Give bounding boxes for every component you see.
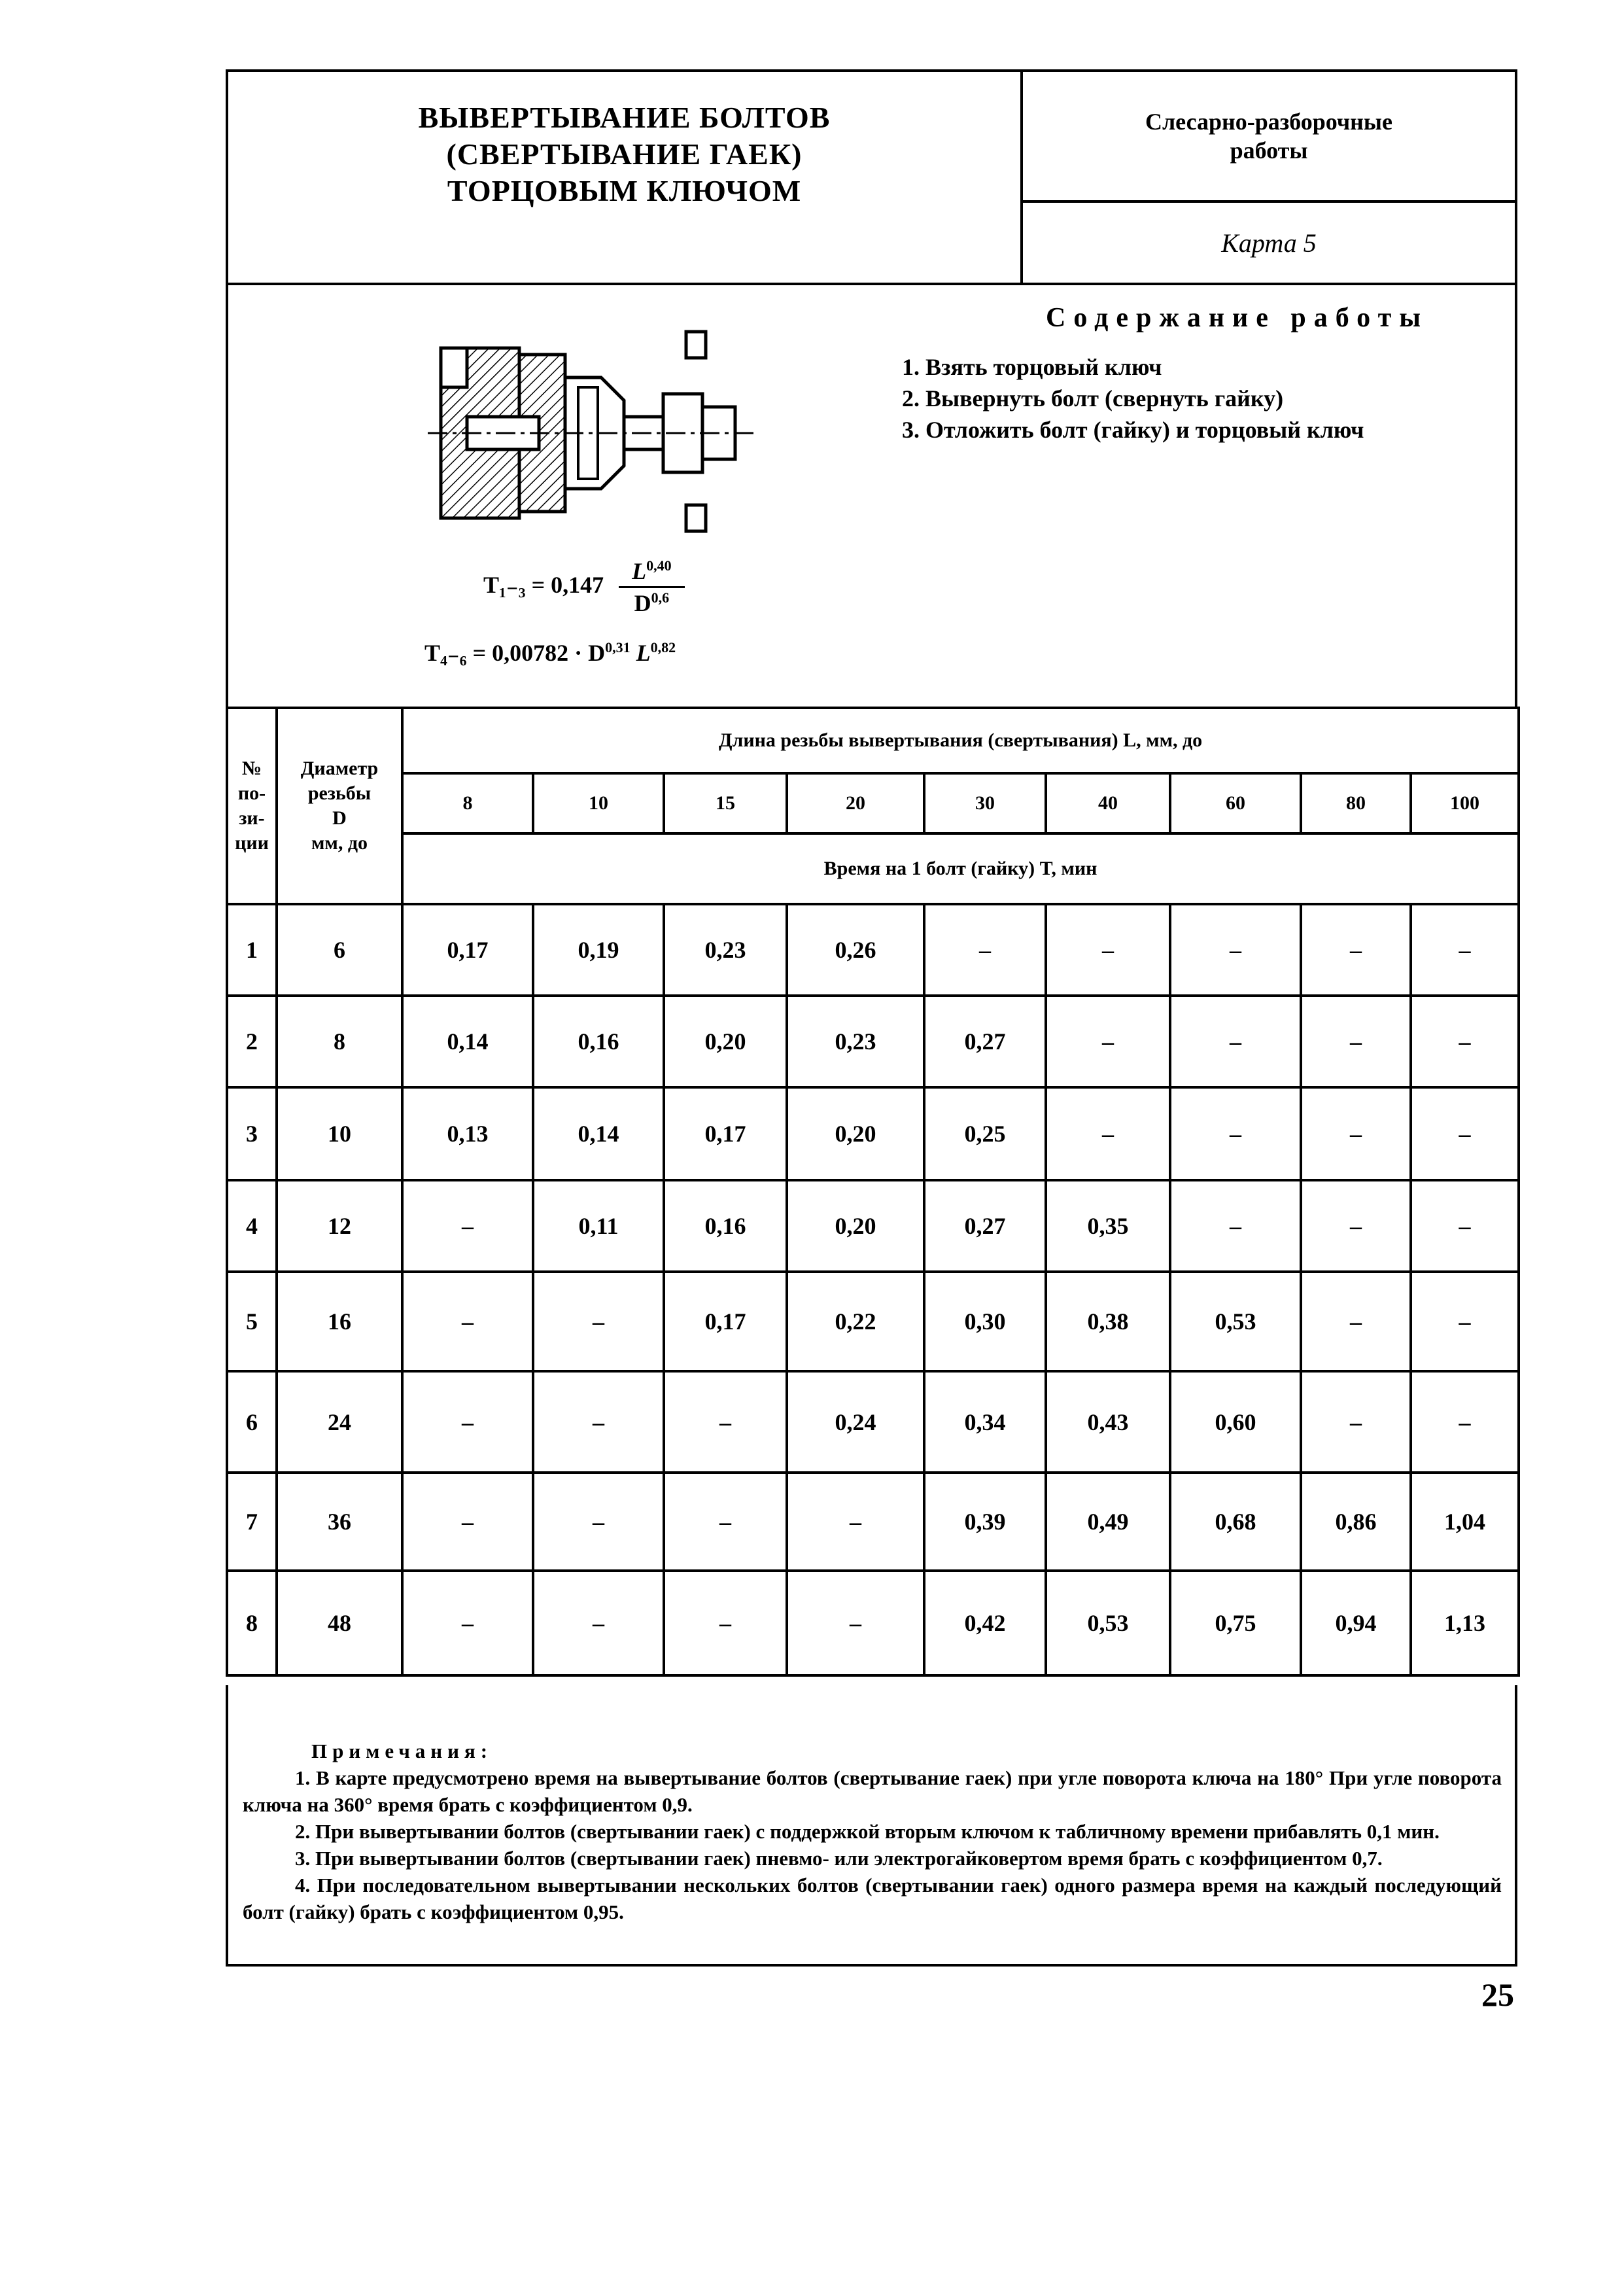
note-item: 4. При последовательном вывертывании нескольких болтов (свертывании гаек) одного размера время на каждый последующий болт (гайку) брать с коэффициентом 0,95. <box>243 1874 1502 1923</box>
formula-t1-3 <box>483 557 685 617</box>
table-cell: 0,94 <box>1301 1571 1411 1675</box>
length-value: 15 <box>664 773 787 833</box>
time-header: Время на 1 болт (гайку) T, мин <box>402 833 1519 904</box>
table-cell: – <box>1301 1180 1411 1272</box>
table-cell: – <box>664 1473 787 1571</box>
table-row <box>227 996 1519 1087</box>
table-cell: 0,53 <box>1170 1272 1301 1371</box>
table-cell: 0,86 <box>1301 1473 1411 1571</box>
table-cell: 0,16 <box>533 996 664 1087</box>
table-cell: 0,20 <box>787 1180 924 1272</box>
table-header-row <box>227 708 1519 773</box>
fraction-denominator: D$^{0,6}$ <box>634 589 670 616</box>
table-cell: – <box>1170 1180 1301 1272</box>
work-steps-list <box>902 351 1364 446</box>
page-title <box>419 99 831 209</box>
table-cell: – <box>533 1473 664 1571</box>
table-cell: – <box>664 1571 787 1675</box>
table-cell: – <box>1411 1371 1519 1473</box>
list-item: 2. Вывернуть болт (свернуть гайку) <box>902 385 1284 411</box>
section-line: Слесарно-разборочные <box>1145 109 1393 135</box>
table-cell: 0,23 <box>664 904 787 996</box>
length-value: 10 <box>533 773 664 833</box>
table-cell: – <box>533 1371 664 1473</box>
table-cell: 0,13 <box>402 1087 533 1180</box>
table-row <box>227 1272 1519 1371</box>
table-cell: 1,13 <box>1411 1571 1519 1675</box>
title-cell <box>228 72 1023 283</box>
table-cell: 0,39 <box>924 1473 1046 1571</box>
table-cell: 5 <box>227 1272 277 1371</box>
table-cell: – <box>1301 996 1411 1087</box>
notes-text <box>243 1738 1502 1925</box>
work-block <box>226 283 1517 708</box>
table-cell: 10 <box>277 1087 402 1180</box>
table-cell: – <box>533 1272 664 1371</box>
table-cell: 0,60 <box>1170 1371 1301 1473</box>
table-cell: – <box>1046 1087 1170 1180</box>
table-cell: 12 <box>277 1180 402 1272</box>
list-item: 3. Отложить болт (гайку) и торцовый ключ <box>902 417 1364 443</box>
table-cell: – <box>1411 1272 1519 1371</box>
table-cell: 2 <box>227 996 277 1087</box>
col-header-diameter: Диаметр резьбы D мм, до <box>277 708 402 904</box>
table-cell: – <box>402 1473 533 1571</box>
table-cell: 6 <box>227 1371 277 1473</box>
table-cell: 0,19 <box>533 904 664 996</box>
table-cell: 0,17 <box>664 1087 787 1180</box>
table-cell: – <box>1411 904 1519 996</box>
socket-wrench-diagram-icon <box>428 309 768 557</box>
table-cell: – <box>402 1180 533 1272</box>
table-cell: – <box>787 1473 924 1571</box>
length-value: 30 <box>924 773 1046 833</box>
table-cell: 0,17 <box>402 904 533 996</box>
table-cell: 16 <box>277 1272 402 1371</box>
table-cell: 6 <box>277 904 402 996</box>
length-value: 60 <box>1170 773 1301 833</box>
table-row <box>227 1371 1519 1473</box>
table-cell: 8 <box>227 1571 277 1675</box>
table-cell: 0,30 <box>924 1272 1046 1371</box>
table-cell: – <box>1170 1087 1301 1180</box>
length-value: 20 <box>787 773 924 833</box>
notes-block <box>226 1685 1517 1967</box>
table-cell: – <box>1411 1087 1519 1180</box>
length-value: 100 <box>1411 773 1519 833</box>
table-cell: – <box>1411 996 1519 1087</box>
table-cell: – <box>787 1571 924 1675</box>
table-cell: 0,26 <box>787 904 924 996</box>
formula-lhs: T₁₋₃ = 0,147 <box>483 571 604 598</box>
title-line: (СВЕРТЫВАНИЕ ГАЕК) <box>446 137 803 171</box>
length-header: Длина резьбы вывертывания (свертывания) L, мм, до <box>402 708 1519 773</box>
table-cell: 24 <box>277 1371 402 1473</box>
table-cell: – <box>1301 904 1411 996</box>
table-cell: 0,49 <box>1046 1473 1170 1571</box>
length-value: 80 <box>1301 773 1411 833</box>
table-cell: – <box>1170 996 1301 1087</box>
table-cell: 0,53 <box>1046 1571 1170 1675</box>
time-norms-table <box>226 707 1520 1677</box>
table-cell: – <box>924 904 1046 996</box>
table-row <box>227 904 1519 996</box>
table-cell: – <box>1170 904 1301 996</box>
table-cell: – <box>533 1571 664 1675</box>
table-cell: 0,16 <box>664 1180 787 1272</box>
table-cell: – <box>402 1272 533 1371</box>
table-cell: 0,27 <box>924 1180 1046 1272</box>
table-cell: 0,20 <box>787 1087 924 1180</box>
card-label: Карта 5 <box>1221 228 1317 258</box>
notes-title: Примечания: <box>311 1740 493 1762</box>
section-line: работы <box>1230 137 1308 164</box>
section-cell <box>1023 72 1515 203</box>
work-content-title: Содержание работы <box>1046 303 1429 333</box>
col-header-position: № по- зи- ции <box>227 708 277 904</box>
table-cell: 0,75 <box>1170 1571 1301 1675</box>
table-cell: 1,04 <box>1411 1473 1519 1571</box>
table-cell: 0,17 <box>664 1272 787 1371</box>
table-cell: – <box>1046 904 1170 996</box>
table-cell: 3 <box>227 1087 277 1180</box>
table-cell: – <box>1301 1371 1411 1473</box>
note-item: 3. При вывертывании болтов (свертывании гаек) пневмо- или электрогайковертом время брать с коэффициентом 0,7. <box>295 1847 1383 1870</box>
table-cell: – <box>1301 1087 1411 1180</box>
note-item: 1. В карте предусмотрено время на вывертывание болтов (свертывание гаек) при угле поворота ключа на 180° При угле поворота ключа на 360° время брать с коэффициентом 0,9. <box>243 1766 1502 1816</box>
table-cell: 0,24 <box>787 1371 924 1473</box>
formula-t4-6: T₄₋₆ = 0,00782 · D$^{0,31}$ L$^{0,82}$ <box>424 639 676 666</box>
table-row <box>227 1571 1519 1675</box>
length-values-row <box>227 773 1519 833</box>
length-value: 8 <box>402 773 533 833</box>
page-number: 25 <box>1481 1976 1514 2013</box>
length-value: 40 <box>1046 773 1170 833</box>
table-cell: – <box>402 1571 533 1675</box>
table-row <box>227 1473 1519 1571</box>
table-cell: 0,11 <box>533 1180 664 1272</box>
table-cell: 48 <box>277 1571 402 1675</box>
table-cell: 8 <box>277 996 402 1087</box>
note-item: 2. При вывертывании болтов (свертывании гаек) с поддержкой вторым ключом к табличному времени прибавлять 0,1 мин. <box>295 1820 1440 1843</box>
table-cell: 1 <box>227 904 277 996</box>
list-item: 1. Взять торцовый ключ <box>902 354 1162 380</box>
table-cell: 0,14 <box>533 1087 664 1180</box>
table-cell: 4 <box>227 1180 277 1272</box>
table-cell: 0,35 <box>1046 1180 1170 1272</box>
title-line: ВЫВЕРТЫВАНИЕ БОЛТОВ <box>418 101 831 134</box>
fraction-numerator: L$^{0,40}$ <box>619 557 685 588</box>
table-cell: 36 <box>277 1473 402 1571</box>
table-row <box>227 1087 1519 1180</box>
header-block <box>226 69 1517 285</box>
table-cell: – <box>1301 1272 1411 1371</box>
table-cell: 0,38 <box>1046 1272 1170 1371</box>
table-cell: – <box>402 1371 533 1473</box>
table-cell: 0,43 <box>1046 1371 1170 1473</box>
table-cell: 0,22 <box>787 1272 924 1371</box>
table-cell: – <box>664 1371 787 1473</box>
table-cell: 0,42 <box>924 1571 1046 1675</box>
table-row <box>227 1180 1519 1272</box>
table-cell: – <box>1046 996 1170 1087</box>
table-cell: 0,14 <box>402 996 533 1087</box>
table-cell: 0,34 <box>924 1371 1046 1473</box>
time-header-row <box>227 833 1519 904</box>
table-cell: 0,27 <box>924 996 1046 1087</box>
table-body <box>227 904 1519 1675</box>
table-cell: 7 <box>227 1473 277 1571</box>
table-cell: 0,23 <box>787 996 924 1087</box>
table-cell: 0,25 <box>924 1087 1046 1180</box>
title-line: ТОРЦОВЫМ КЛЮЧОМ <box>447 174 802 207</box>
table-cell: – <box>1411 1180 1519 1272</box>
table-cell: 0,20 <box>664 996 787 1087</box>
formula-fraction <box>619 557 685 617</box>
table-cell: 0,68 <box>1170 1473 1301 1571</box>
